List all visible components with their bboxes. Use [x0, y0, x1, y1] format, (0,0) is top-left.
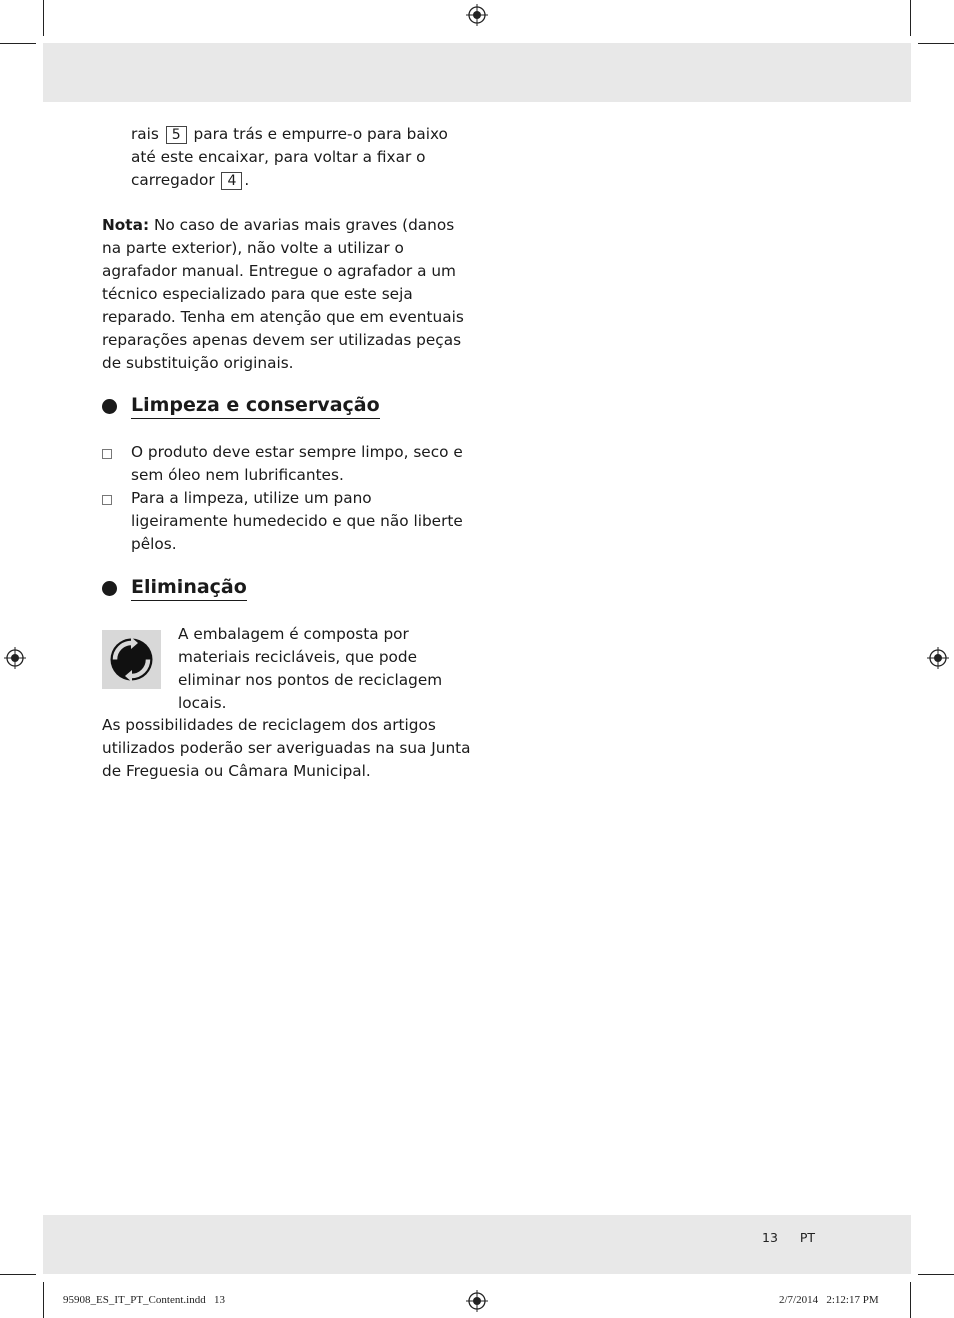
crop-mark [910, 0, 911, 36]
note-text: No caso de avarias mais graves (danos na parte exterior), não volte a utilizar o agrafador manual. Entregue o agrafador a um técnico especializado para que este seja reparado. Tenha em atenção que em eventuais reparações apenas devem ser utilizadas peças de substituição originais. [102, 216, 464, 372]
list-item [102, 441, 472, 487]
slug-datetime: 2/7/2014 2:12:17 PM [779, 1294, 879, 1306]
checkbox-bullet-icon [102, 449, 112, 459]
slug-file: 95908_ES_IT_PT_Content.indd 13 [63, 1294, 225, 1306]
crop-mark [918, 43, 954, 44]
registration-mark-icon [466, 1290, 488, 1312]
heading-text: Limpeza e conservação [131, 394, 380, 419]
list-item [102, 487, 472, 556]
checkbox-bullet-icon [102, 495, 112, 505]
registration-mark-icon [927, 647, 949, 669]
language-code: PT [799, 1230, 816, 1245]
crop-mark [910, 1282, 911, 1318]
heading-text: Eliminação [131, 576, 247, 601]
continuation-text-a: rais [131, 125, 164, 143]
note-label: Nota: [102, 216, 150, 234]
crop-mark [918, 1274, 954, 1275]
crop-mark [0, 43, 36, 44]
list-item-text: O produto deve estar sempre limpo, seco e sem óleo nem lubrificantes. [131, 443, 463, 484]
part-reference-4: 4 [221, 172, 242, 190]
section-heading-disposal [102, 576, 247, 601]
registration-mark-icon [4, 647, 26, 669]
note-paragraph [102, 214, 472, 375]
packaging-text: A embalagem é composta por materiais recicláveis, que pode eliminar nos pontos de reciclagem locais. [178, 625, 443, 712]
page-number: 13 [762, 1230, 778, 1245]
part-reference-5: 5 [166, 126, 187, 144]
recycling-paragraph [102, 714, 472, 783]
crop-mark [43, 0, 44, 36]
green-dot-recycling-icon [102, 630, 161, 689]
registration-mark-icon [466, 4, 488, 26]
continuation-text-b: para trás e empurre-o para baixo até este encaixar, para voltar a fixar o carregador [131, 125, 448, 189]
section-heading-cleaning [102, 394, 380, 419]
bullet-dot-icon [102, 399, 117, 414]
recycling-text: As possibilidades de reciclagem dos artigos utilizados poderão ser averiguadas na sua Junta de Freguesia ou Câmara Municipal. [102, 716, 471, 780]
header-band [43, 43, 911, 102]
page-footer [762, 1230, 815, 1245]
continuation-text-c: . [244, 171, 250, 189]
continuation-paragraph [131, 123, 476, 192]
list-item-text: Para a limpeza, utilize um pano ligeiramente humedecido e que não liberte pêlos. [131, 489, 463, 553]
crop-mark [0, 1274, 36, 1275]
packaging-paragraph [178, 623, 474, 715]
bullet-dot-icon [102, 581, 117, 596]
crop-mark [43, 1282, 44, 1318]
